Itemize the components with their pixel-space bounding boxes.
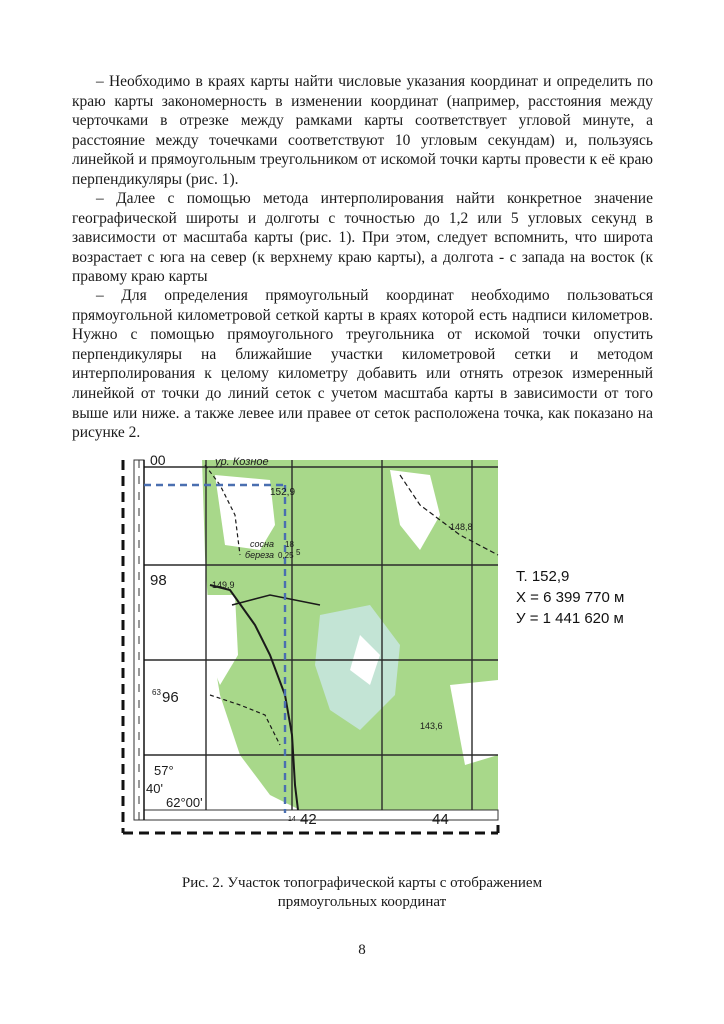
- map-forest-value-2: 0,25: [278, 551, 294, 560]
- map-forest-label-1: сосна: [250, 539, 274, 549]
- topographic-map-figure: [120, 455, 520, 835]
- map-forest-value-3: 5: [296, 548, 301, 557]
- paragraph-2: – Далее с помощью метода интерполирования найти конкретное значение географической широты и долготы с точностью до 1,2 или 5 угловых секунд в зависимости от масштаба карты (рис. 1). При этом, следует вспомнить, что широта возрастает с юга на север (к верхнему краю карты), а долгота - с запада на восток (к правому краю карты: [72, 190, 653, 286]
- page-number: 8: [358, 942, 366, 958]
- map-elevation-left: 149,9: [212, 580, 235, 590]
- point-title: Т. 152,9: [516, 568, 570, 585]
- map-forest-value-1: 18: [285, 540, 294, 549]
- map-grid-bottom-prefix: 14: [288, 816, 296, 823]
- paragraph-3: – Для определения прямоугольный координат необходимо пользоваться прямоугольной километровой сеткой карты в краях которой есть надписи километров. Нужно с помощью прямоугольного треугольника от искомой точки опустить перпендикуляры на ближайшие участки километровой сетки и методом интерполирования к целому километру добавить или отнять отрезок измеренный линейкой от точки до линий сеток с учетом масштаба карты в зависимости от того выше или ниже. а также левее или правее от сеток расположена точка, как показано на рисунке 2.: [72, 287, 653, 442]
- map-lon-label: 62°00': [166, 795, 203, 810]
- caption-line-1: Рис. 2. Участок топографической карты с отображением: [181, 875, 543, 891]
- map-elevation-right: 148,8: [450, 522, 473, 532]
- map-grid-bottom-42: 42: [300, 811, 317, 828]
- map-grid-left-96-prefix: 63: [152, 688, 161, 697]
- map-forest-label-2: береза: [245, 550, 275, 560]
- map-image: [120, 455, 520, 835]
- figure-caption: [100, 874, 624, 912]
- caption-line-2: прямоугольных координат: [277, 894, 447, 910]
- point-coordinates: [516, 566, 676, 629]
- map-grid-left-98: 98: [150, 572, 167, 589]
- map-grid-left-96: 96: [162, 689, 179, 706]
- map-minutes-label: 40': [146, 781, 163, 796]
- point-y-coordinate: У = 1 441 620 м: [516, 610, 624, 627]
- map-elevation-top: 152,9: [270, 487, 296, 498]
- map-grid-bottom-44: 44: [432, 811, 449, 828]
- paragraph-1: – Необходимо в краях карты найти числовые указания координат и определить по краю карты закономерность в изменении координат (например, расстояния между черточками в отрезке между рамками карты соответствует угловой минуте, а расстояние между точечками соответствуют 10 угловым секундам) и, пользуясь линейкой и прямоугольным треугольником от искомой точки карты провести к её краю перпендикуляры (рис. 1).: [72, 73, 653, 188]
- map-lat-label: 57°: [154, 763, 174, 778]
- map-top-left-label: 00: [150, 455, 166, 468]
- map-top-place-label: ур. Козное: [215, 456, 269, 468]
- map-elevation-lower-right: 143,6: [420, 721, 443, 731]
- point-x-coordinate: Х = 6 399 770 м: [516, 589, 625, 606]
